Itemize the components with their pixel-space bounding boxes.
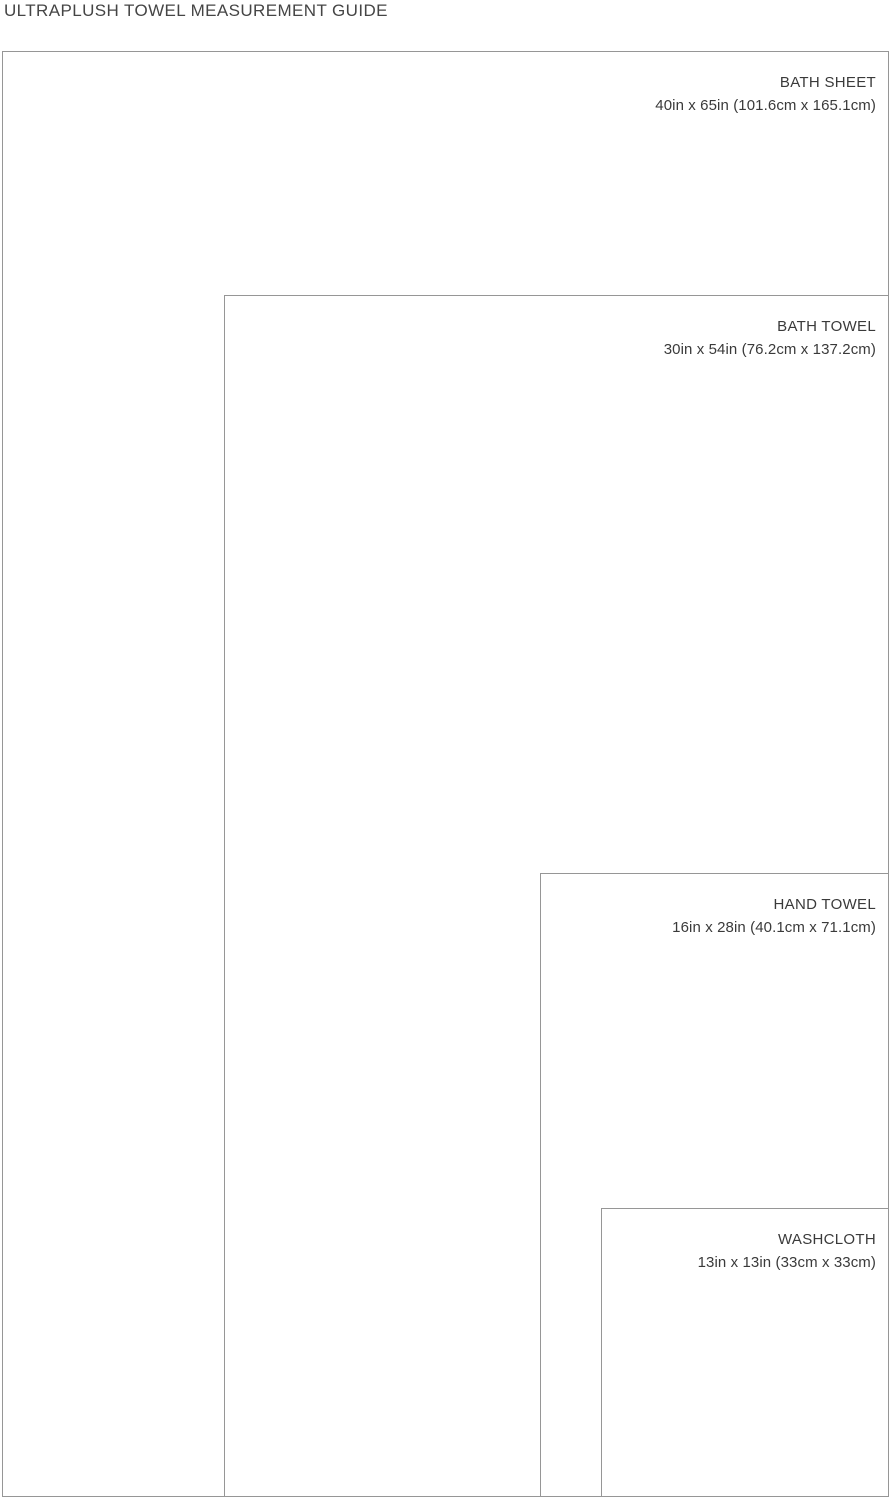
washcloth-label — [698, 1209, 888, 1274]
bath-towel-name: BATH TOWEL — [777, 318, 876, 335]
bath-sheet-label — [655, 52, 888, 117]
bath-sheet-name: BATH SHEET — [779, 74, 876, 91]
hand-towel-label — [672, 874, 888, 939]
page-title: ULTRAPLUSH TOWEL MEASUREMENT GUIDE — [4, 1, 388, 20]
washcloth-rectangle — [601, 1208, 889, 1497]
bath-towel-label — [664, 296, 888, 361]
washcloth-dimensions: 13in x 13in (33cm x 33cm) — [697, 1254, 876, 1271]
washcloth-name: WASHCLOTH — [778, 1231, 876, 1248]
hand-towel-name: HAND TOWEL — [773, 896, 876, 913]
bath-towel-dimensions: 30in x 54in (76.2cm x 137.2cm) — [663, 341, 876, 358]
hand-towel-dimensions: 16in x 28in (40.1cm x 71.1cm) — [672, 919, 876, 936]
bath-sheet-dimensions: 40in x 65in (101.6cm x 165.1cm) — [655, 97, 876, 114]
